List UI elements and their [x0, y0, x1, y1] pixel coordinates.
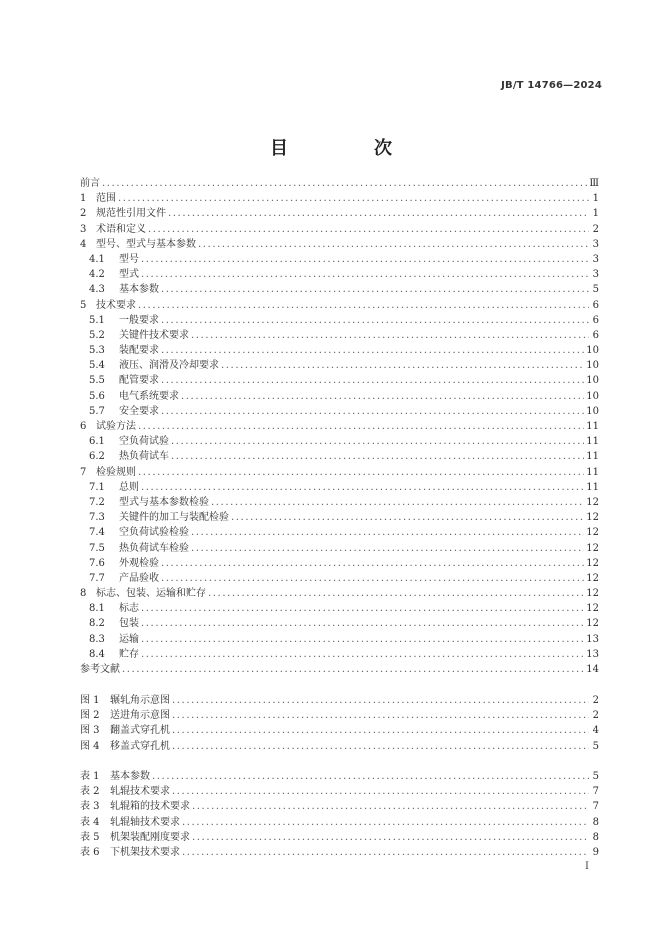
toc-entry[interactable] — [80, 206, 599, 221]
toc-entry-number: 图 4 — [80, 740, 100, 752]
toc-entry[interactable] — [80, 252, 599, 267]
toc-entry-page: 8 — [592, 816, 599, 828]
toc-entry-number: 8.1 — [89, 603, 105, 615]
toc-leader-dots — [161, 343, 584, 358]
toc-entry-page: 6 — [592, 299, 599, 311]
toc-entry-page: 11 — [586, 451, 599, 463]
standard-code: JB/T 14766—2024 — [501, 80, 602, 91]
toc-entry-number: 5.4 — [89, 360, 105, 372]
toc-entry-number: 图 1 — [80, 695, 100, 706]
toc-contents-list — [80, 176, 599, 677]
toc-entry[interactable] — [80, 556, 599, 571]
toc-entry[interactable] — [80, 480, 599, 495]
toc-tables-list — [80, 769, 599, 860]
toc-entry-page: 10 — [586, 360, 599, 372]
toc-entry[interactable] — [80, 571, 599, 586]
toc-entry-page: 9 — [592, 846, 599, 858]
toc-entry-page: 3 — [592, 253, 599, 265]
toc-entry-page: 12 — [586, 588, 599, 600]
toc-leader-dots — [141, 267, 589, 282]
toc-figures-list — [80, 693, 599, 754]
toc-leader-dots — [102, 176, 587, 191]
toc-entry-title: 移盖式穿孔机 — [110, 740, 170, 752]
toc-entry-title: 热负荷试车检验 — [119, 542, 189, 554]
toc-entry[interactable] — [80, 769, 599, 784]
toc-entry[interactable] — [80, 693, 599, 708]
toc-entry-number: 图 2 — [80, 710, 100, 722]
toc-leader-dots — [198, 237, 589, 252]
toc-entry-number: 8.2 — [89, 618, 105, 630]
toc-entry-page: 6 — [592, 329, 599, 341]
toc-entry-number: 4.2 — [89, 269, 105, 281]
toc-entry-title: 机架装配刚度要求 — [110, 831, 190, 843]
toc-leader-dots — [231, 510, 584, 525]
toc-entry-number: 表 5 — [80, 831, 100, 843]
toc-entry-number: 表 2 — [80, 786, 100, 798]
toc-entry-page: 3 — [592, 238, 599, 250]
toc-entry-title: 轧辊轴技术要求 — [110, 816, 180, 828]
toc-entry-title: 装配要求 — [119, 345, 159, 357]
toc-leader-dots — [171, 449, 584, 464]
toc-entry[interactable] — [80, 784, 599, 799]
toc-entry-title: 空负荷试验检验 — [119, 527, 189, 539]
toc-entry-page: 12 — [586, 496, 599, 508]
toc-entry-page: Ⅲ — [589, 178, 599, 189]
toc-entry-page: 12 — [586, 527, 599, 539]
toc-entry[interactable] — [80, 632, 599, 647]
toc-entry-page: 11 — [586, 481, 599, 493]
toc-leader-dots — [138, 419, 584, 434]
toc-leader-dots — [168, 206, 589, 221]
toc-entry-number: 7 — [80, 466, 87, 478]
toc-entry[interactable] — [80, 237, 599, 252]
toc-entry-title: 型式 — [119, 269, 139, 281]
toc-entry-title: 关键件技术要求 — [119, 329, 189, 341]
toc-entry[interactable] — [80, 525, 599, 540]
toc-leader-dots — [141, 616, 584, 631]
toc-entry-number: 7.4 — [89, 527, 105, 539]
toc-entry-page: 7 — [592, 801, 599, 813]
toc-entry-page: 10 — [586, 375, 599, 387]
toc-entry-title: 型号 — [119, 253, 139, 265]
toc-entry-number: 4.1 — [89, 253, 105, 265]
toc-entry-page: 2 — [592, 223, 599, 235]
toc-entry-title: 范围 — [96, 193, 116, 205]
toc-entry-page: 12 — [586, 572, 599, 584]
toc-leader-dots — [191, 541, 584, 556]
toc-entry-page: 6 — [592, 314, 599, 326]
toc-leader-dots — [141, 647, 584, 662]
toc-entry-title: 下机架技术要求 — [110, 846, 180, 858]
toc-entry-title: 安全要求 — [119, 405, 159, 417]
toc-entry-number: 表 4 — [80, 816, 100, 828]
toc-entry-number: 1 — [80, 193, 87, 205]
toc-entry-number: 表 1 — [80, 771, 100, 782]
toc-leader-dots — [211, 495, 584, 510]
toc-entry-page: 1 — [592, 208, 599, 220]
toc-entry[interactable] — [80, 434, 599, 449]
toc-leader-dots — [161, 313, 589, 328]
toc-entry-number: 4.3 — [89, 284, 105, 296]
toc-entry[interactable] — [80, 647, 599, 662]
toc-entry-number: 5.7 — [89, 405, 105, 417]
toc-entry-page: 13 — [586, 633, 599, 645]
toc-entry-title: 参考文献 — [80, 664, 120, 675]
toc-entry-title: 空负荷试验 — [119, 436, 169, 448]
toc-entry-page: 12 — [586, 557, 599, 569]
toc-entry-title: 前言 — [80, 178, 100, 189]
toc-entry-number: 7.7 — [89, 572, 105, 584]
toc-entry-page: 13 — [586, 648, 599, 660]
toc-entry-number: 7.6 — [89, 557, 105, 569]
toc-leader-dots — [141, 480, 584, 495]
toc-leader-dots — [161, 571, 584, 586]
toc-entry-number: 5.5 — [89, 375, 105, 387]
toc-leader-dots — [152, 769, 589, 784]
toc-entry[interactable] — [80, 541, 599, 556]
toc-entry[interactable] — [80, 830, 599, 845]
toc-entry-title: 外观检验 — [119, 557, 159, 569]
toc-leader-dots — [172, 693, 589, 708]
page-number: I — [585, 861, 589, 872]
toc-leader-dots — [181, 389, 584, 404]
toc-entry-title: 检验规则 — [96, 466, 136, 478]
toc-entry-number: 6 — [80, 421, 87, 432]
toc-entry[interactable] — [80, 328, 599, 343]
toc-entry-title: 标志 — [119, 603, 139, 615]
toc-entry-title: 关键件的加工与装配检验 — [119, 512, 229, 524]
toc-entry-number: 图 3 — [80, 725, 100, 737]
toc-entry[interactable] — [80, 298, 599, 313]
toc-leader-dots — [172, 739, 589, 754]
toc-entry-page: 12 — [586, 618, 599, 630]
toc-leader-dots — [118, 191, 589, 206]
toc-leader-dots — [161, 404, 584, 419]
toc-entry-title: 型式与基本参数检验 — [119, 496, 209, 508]
toc-entry-number: 8.4 — [89, 648, 105, 660]
toc-leader-dots — [161, 373, 584, 388]
toc-entry[interactable] — [80, 601, 599, 616]
toc-entry-number: 7.2 — [89, 496, 105, 508]
toc-entry-page: 11 — [586, 466, 599, 478]
toc-entry-page: 5 — [592, 284, 599, 296]
toc-entry-title: 辗轧角示意图 — [110, 695, 170, 706]
toc-entry-title: 包装 — [119, 618, 139, 630]
toc-entry-page: 4 — [592, 725, 599, 737]
toc-leader-dots — [172, 723, 589, 738]
toc-entry-number: 6.2 — [89, 451, 105, 463]
toc-leader-dots — [182, 845, 589, 860]
toc-leader-dots — [221, 358, 584, 373]
toc-leader-dots — [122, 662, 584, 677]
toc-entry-page: 5 — [592, 740, 599, 752]
toc-entry[interactable] — [80, 586, 599, 601]
toc-entry-number: 7.3 — [89, 512, 105, 524]
toc-entry[interactable] — [80, 662, 599, 677]
toc-entry-page: 2 — [592, 695, 599, 706]
toc-entry[interactable] — [80, 495, 599, 510]
toc-leader-dots — [138, 298, 589, 313]
toc-entry-title: 电气系统要求 — [119, 390, 179, 402]
toc-entry-page: 12 — [586, 512, 599, 524]
toc-entry-page: 10 — [586, 345, 599, 357]
toc-entry[interactable] — [80, 815, 599, 830]
toc-entry[interactable] — [80, 389, 599, 404]
toc-entry-page: 1 — [592, 193, 599, 205]
toc-entry[interactable] — [80, 739, 599, 754]
toc-entry-page: 8 — [592, 831, 599, 843]
toc-entry[interactable] — [80, 404, 599, 419]
toc-entry-title: 配管要求 — [119, 375, 159, 387]
toc-entry-title: 术语和定义 — [96, 223, 146, 235]
toc-entry[interactable] — [80, 708, 599, 723]
toc-leader-dots — [172, 708, 589, 723]
page-title: 目 次 — [270, 138, 426, 159]
toc-entry-title: 型号、型式与基本参数 — [96, 238, 196, 250]
toc-entry-page: 10 — [586, 390, 599, 402]
toc-entry[interactable] — [80, 723, 599, 738]
toc-entry-title: 产品验收 — [119, 572, 159, 584]
toc-leader-dots — [191, 525, 584, 540]
toc-entry-number: 5.3 — [89, 345, 105, 357]
toc-entry-title: 标志、包装、运输和贮存 — [96, 588, 206, 600]
toc-entry-page: 14 — [586, 664, 599, 675]
toc-entry-page: 7 — [592, 786, 599, 798]
toc-entry-number: 2 — [80, 208, 87, 220]
toc-entry-page: 5 — [592, 771, 599, 782]
toc-entry-title: 技术要求 — [96, 299, 136, 311]
toc-leader-dots — [172, 784, 589, 799]
toc-entry-page: 2 — [592, 710, 599, 722]
toc-leader-dots — [141, 252, 589, 267]
toc-entry-number: 5.2 — [89, 329, 105, 341]
toc-leader-dots — [161, 282, 589, 297]
toc-leader-dots — [141, 601, 584, 616]
toc-entry-number: 5.1 — [89, 314, 105, 326]
toc-entry-title: 热负荷试车 — [119, 451, 169, 463]
toc-entry-title: 贮存 — [119, 648, 139, 660]
toc-entry-title: 基本参数 — [119, 284, 159, 296]
toc-entry[interactable] — [80, 799, 599, 814]
toc-leader-dots — [182, 815, 589, 830]
toc-entry-page: 10 — [586, 405, 599, 417]
toc-entry-number: 3 — [80, 223, 87, 235]
toc-entry-page: 11 — [586, 436, 599, 448]
toc-entry-title: 一般要求 — [119, 314, 159, 326]
toc-entry-title: 试验方法 — [96, 421, 136, 432]
toc-entry-title: 规范性引用文件 — [96, 208, 166, 220]
toc-leader-dots — [191, 328, 589, 343]
toc-entry-title: 液压、润滑及冷却要求 — [119, 360, 219, 372]
toc-entry-number: 5.6 — [89, 390, 105, 402]
toc-leader-dots — [208, 586, 584, 601]
toc-entry-number: 表 3 — [80, 801, 100, 813]
toc-entry[interactable] — [80, 343, 599, 358]
toc-entry-title: 翻盖式穿孔机 — [110, 725, 170, 737]
toc-entry[interactable] — [80, 282, 599, 297]
toc-leader-dots — [192, 830, 589, 845]
toc-entry[interactable] — [80, 358, 599, 373]
toc-entry-number: 8.3 — [89, 633, 105, 645]
toc-entry-number: 8 — [80, 588, 87, 600]
toc-entry-title: 基本参数 — [110, 771, 150, 782]
toc-entry-page: 12 — [586, 603, 599, 615]
toc-entry-number: 7.1 — [89, 481, 105, 493]
toc-leader-dots — [138, 465, 584, 480]
toc-leader-dots — [161, 556, 584, 571]
toc-entry[interactable] — [80, 313, 599, 328]
toc-entry[interactable] — [80, 419, 599, 434]
toc-leader-dots — [148, 222, 589, 237]
toc-entry[interactable] — [80, 510, 599, 525]
toc-entry-title: 轧辊技术要求 — [110, 786, 170, 798]
toc-entry-title: 轧辊箱的技术要求 — [110, 801, 190, 813]
toc-entry-number: 4 — [80, 238, 87, 250]
toc-entry[interactable] — [80, 449, 599, 464]
toc-entry[interactable] — [80, 222, 599, 237]
toc-leader-dots — [192, 799, 589, 814]
toc-entry-page: 11 — [586, 421, 599, 432]
toc-entry[interactable] — [80, 616, 599, 631]
toc-entry-page: 3 — [592, 269, 599, 281]
toc-entry-number: 7.5 — [89, 542, 105, 554]
toc-entry-title: 运输 — [119, 633, 139, 645]
toc-entry[interactable] — [80, 191, 599, 206]
toc-entry-title: 总则 — [119, 481, 139, 493]
toc-entry[interactable] — [80, 267, 599, 282]
toc-entry[interactable] — [80, 845, 599, 860]
toc-entry-page: 12 — [586, 542, 599, 554]
toc-entry[interactable] — [80, 373, 599, 388]
toc-entry-number: 6.1 — [89, 436, 105, 448]
toc-leader-dots — [141, 632, 584, 647]
toc-leader-dots — [171, 434, 584, 449]
toc-entry-number: 表 6 — [80, 846, 100, 858]
toc-entry-number: 5 — [80, 299, 87, 311]
toc-entry-title: 送进角示意图 — [110, 710, 170, 722]
toc-entry[interactable] — [80, 176, 599, 191]
toc-entry[interactable] — [80, 465, 599, 480]
